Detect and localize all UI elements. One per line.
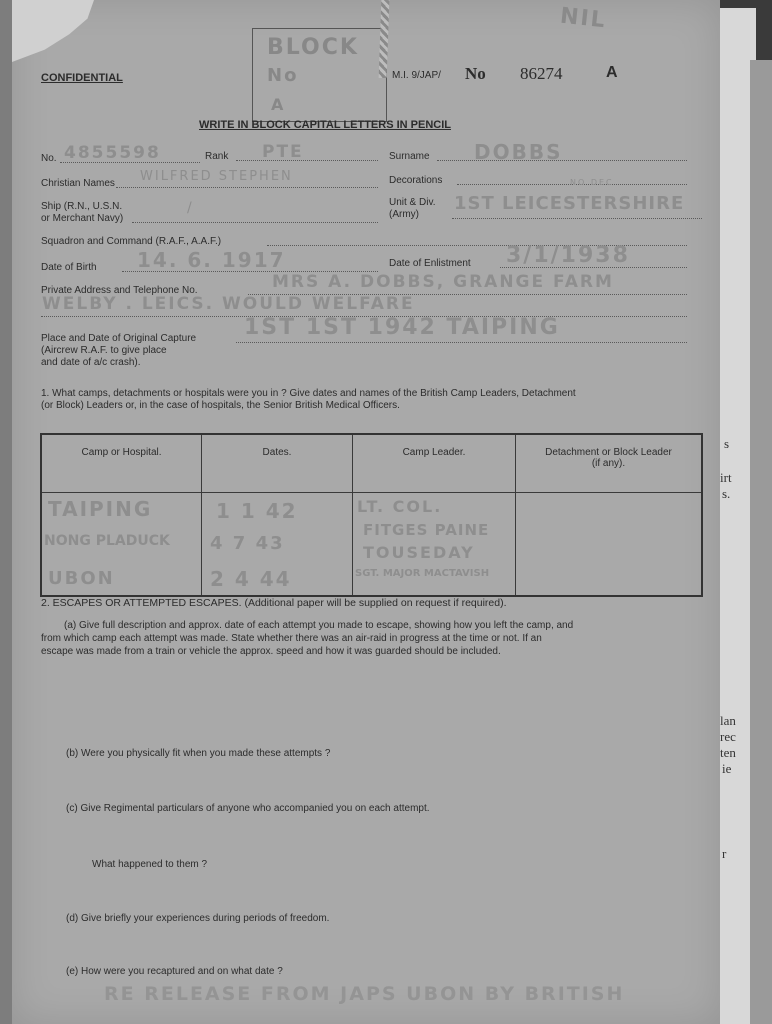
- question1-line1: 1. What camps, detachments or hospitals were you in ? Give dates and names of the British Camp Leaders, Detachment: [41, 388, 576, 399]
- col-header-camp: Camp or Hospital.: [41, 434, 202, 493]
- underlying-page-edge: [750, 60, 772, 1024]
- capture-label-3: and date of a/c crash).: [41, 357, 141, 368]
- question2b: (b) Were you physically fit when you made these attempts ?: [66, 748, 331, 759]
- rank-value[interactable]: PTE: [262, 142, 304, 162]
- table-body-cell: [353, 493, 516, 597]
- underlying-text: ten: [720, 745, 736, 760]
- leader-4[interactable]: SGT. MAJOR MACTAVISH: [355, 568, 490, 579]
- question2d: (d) Give briefly your experiences during periods of freedom.: [66, 913, 330, 924]
- table-body-cell: [516, 493, 703, 597]
- date-1[interactable]: 1 1 42: [216, 499, 298, 523]
- capture-label-1: Place and Date of Original Capture: [41, 333, 197, 344]
- underlying-text: rec: [720, 729, 736, 744]
- torn-corner: [12, 0, 94, 62]
- leader-1[interactable]: LT. COL.: [357, 497, 443, 516]
- camp-1[interactable]: TAIPING: [48, 497, 153, 521]
- stamp-block: BLOCK: [267, 35, 359, 60]
- camp-2[interactable]: NONG PLADUCK: [44, 533, 170, 549]
- ship-label-2: or Merchant Navy): [41, 213, 124, 224]
- form-suffix: A: [606, 64, 618, 81]
- col-header-leader: Camp Leader.: [353, 434, 516, 493]
- question2c: (c) Give Regimental particulars of anyone who accompanied you on each attempt.: [66, 803, 430, 814]
- table-row: [41, 493, 702, 597]
- decorations-value[interactable]: NO DEC: [570, 178, 614, 187]
- table-body-cell: [202, 493, 353, 597]
- unit-value[interactable]: 1ST LEICESTERSHIRE: [454, 193, 685, 214]
- underlying-text: irt: [720, 470, 732, 485]
- ship-line: [132, 222, 378, 223]
- enlistment-label: Date of Enlistment: [389, 258, 471, 269]
- squadron-label: Squadron and Command (R.A.F., A.A.F.): [41, 236, 222, 247]
- underlying-text: lan: [720, 713, 736, 728]
- unit-line: [452, 218, 702, 219]
- camp-3[interactable]: UBON: [48, 568, 115, 589]
- underlying-text: ie: [722, 761, 732, 776]
- question1-line2: (or Block) Leaders or, in the case of hospitals, the Senior British Medical Officers.: [41, 400, 400, 411]
- underlying-text: s: [724, 436, 730, 451]
- dob-label: Date of Birth: [41, 262, 97, 273]
- form-sheet: [12, 0, 720, 1024]
- dob-value[interactable]: 14. 6. 1917: [137, 248, 286, 272]
- number-sign: No: [465, 64, 486, 83]
- christian-names-label: Christian Names: [41, 178, 115, 189]
- date-3[interactable]: 2 4 44: [210, 567, 292, 591]
- capture-value[interactable]: 1ST 1ST 1942 TAIPING: [244, 315, 560, 340]
- binding-string: [379, 0, 390, 78]
- question2e: (e) How were you recaptured and on what date ?: [66, 966, 283, 977]
- rank-label: Rank: [205, 151, 229, 162]
- no-value[interactable]: 4855598: [64, 143, 161, 163]
- surname-label: Surname: [389, 151, 430, 162]
- ship-value[interactable]: /: [187, 200, 194, 216]
- underlying-text: r: [722, 846, 727, 861]
- table-header-row: [41, 434, 702, 493]
- unit-label-2: (Army): [389, 209, 419, 220]
- decorations-label: Decorations: [389, 175, 443, 186]
- address-value-2[interactable]: WELBY . LEICS. WOULD WELFARE: [42, 294, 415, 314]
- date-2[interactable]: 4 7 43: [210, 533, 285, 554]
- address-label: Private Address and Telephone No.: [41, 285, 198, 296]
- col-header-dates: Dates.: [202, 434, 353, 493]
- no-label: No.: [41, 153, 57, 164]
- stamp-no: No: [267, 65, 299, 86]
- question2a-line2: from which camp each attempt was made. State whether there was an air-raid in progress at the time or not. If an: [41, 633, 542, 644]
- corner-note: NIL: [558, 3, 608, 34]
- rank-line: [236, 160, 378, 161]
- enlistment-value[interactable]: 3/1/1938: [506, 243, 630, 268]
- question2a-line3: escape was made from a train or vehicle the approx. speed and how it was guarded should be included.: [41, 646, 501, 657]
- confidential-label: CONFIDENTIAL: [41, 72, 123, 84]
- question2-title: 2. ESCAPES OR ATTEMPTED ESCAPES. (Additional paper will be supplied on request if required).: [41, 597, 507, 609]
- christian-names-line: [116, 187, 378, 188]
- stamp-a: A: [271, 95, 286, 114]
- leader-3[interactable]: TOUSEDAY: [363, 543, 475, 562]
- unit-label-1: Unit & Div.: [389, 197, 436, 208]
- address-value-1[interactable]: MRS A. DOBBS, GRANGE FARM: [272, 272, 614, 292]
- question2c-sub: What happened to them ?: [92, 859, 208, 870]
- question2e-answer[interactable]: RE RELEASE FROM JAPS UBON BY BRITISH: [104, 983, 625, 1005]
- question2a-line1: (a) Give full description and approx. date of each attempt you made to escape, showing how you left the camp, and: [64, 620, 574, 631]
- christian-names-value[interactable]: WILFRED STEPHEN: [140, 169, 293, 184]
- instruction-heading: WRITE IN BLOCK CAPITAL LETTERS IN PENCIL: [199, 119, 451, 131]
- block-stamp: [252, 28, 387, 122]
- col-header-detachment: Detachment or Block Leader (if any).: [516, 434, 703, 493]
- leader-2[interactable]: FITGES PAINE: [363, 521, 490, 539]
- capture-line: [236, 342, 687, 343]
- ship-label-1: Ship (R.N., U.S.N.: [41, 201, 123, 212]
- surname-value[interactable]: DOBBS: [474, 140, 563, 164]
- table-body-cell: [41, 493, 202, 597]
- capture-label-2: (Aircrew R.A.F. to give place: [41, 345, 167, 356]
- underlying-text: s.: [722, 486, 731, 501]
- camps-table: [40, 433, 703, 597]
- form-code: M.I. 9/JAP/: [392, 70, 441, 81]
- form-number: 86274: [520, 64, 563, 83]
